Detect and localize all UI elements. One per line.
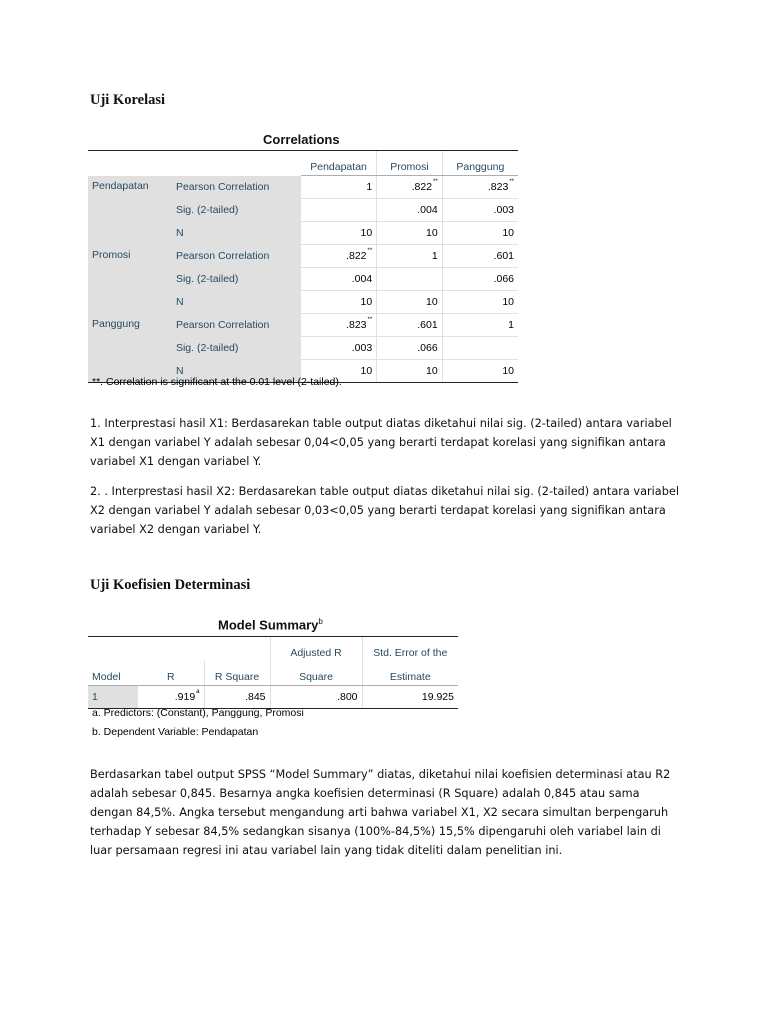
row-label: Pearson Correlation — [172, 314, 301, 337]
significance-marker: ** — [433, 179, 438, 185]
model-summary-note-a: a. Predictors: (Constant), Panggung, Promosi — [92, 707, 304, 719]
row-label: Sig. (2-tailed) — [172, 337, 301, 360]
table-cell: .601 — [442, 245, 518, 268]
row-label: N — [172, 222, 301, 245]
col-header: Model — [88, 661, 138, 686]
correlations-header-row — [88, 151, 518, 176]
model-summary-table-title: Model Summary$^b$ — [218, 617, 323, 633]
col-header: Square — [270, 661, 362, 686]
footnote-marker: a — [196, 689, 200, 695]
table-cell — [377, 268, 443, 291]
col-header: R Square — [204, 661, 270, 686]
row-label: N — [172, 291, 301, 314]
table-cell: 1 — [377, 245, 443, 268]
row-label: N — [172, 360, 301, 383]
title-footnote-marker: b — [318, 617, 323, 626]
table-cell: .004 — [301, 268, 377, 291]
table-cell: .800 — [270, 686, 362, 709]
model-summary-header-row-2 — [88, 661, 458, 686]
table-row — [88, 176, 518, 199]
col-header: Estimate — [362, 661, 458, 686]
col-header: Pendapatan — [301, 151, 377, 176]
correlations-footnote: **. Correlation is significant at the 0.01 level (2-tailed). — [92, 376, 342, 388]
row-label: Pearson Correlation — [172, 245, 301, 268]
table-cell: 10 — [442, 222, 518, 245]
table-cell: .822** — [301, 245, 377, 268]
table-cell: .066 — [442, 268, 518, 291]
table-cell: 10 — [377, 360, 443, 383]
correlations-table-title: Correlations — [263, 132, 340, 147]
significance-marker: ** — [509, 179, 514, 185]
table-cell: 10 — [442, 360, 518, 383]
row-group-label: Promosi — [88, 245, 172, 314]
table-cell: .066 — [377, 337, 443, 360]
paragraph-determination: Berdasarkan tabel output SPSS “Model Summary” diatas, diketahui nilai koefisien determinasi atau R2 adalah sebesar 0,845. Besarnya angka koefisien determinasi (R Square) adalah 0,845 atau sama dengan 84,5%. Angka tersebut mengandung arti bahwa variabel X1, X2 secara simultan berpengaruh terhadap Y sebesar 84,5% sedangkan sisanya (100%-84,5%) 15,5% dipengaruhi oleh variabel lain di luar persamaan regresi ini atau variabel lain yang tidak diteliti dalam penelitian ini. — [90, 768, 671, 857]
row-group-label: Panggung — [88, 314, 172, 383]
table-cell: 10 — [301, 222, 377, 245]
table-cell: 10 — [301, 360, 377, 383]
table-cell: .601 — [377, 314, 443, 337]
table-cell: 10 — [377, 222, 443, 245]
model-summary-header-row-1 — [88, 637, 458, 662]
table-cell — [442, 337, 518, 360]
col-header: R — [138, 661, 204, 686]
table-cell — [301, 199, 377, 222]
table-row — [88, 314, 518, 337]
section-heading-uji-korelasi: Uji Korelasi — [90, 92, 166, 108]
table-cell: .822** — [377, 176, 443, 199]
model-summary-table — [88, 636, 458, 709]
significance-marker: ** — [367, 248, 373, 254]
model-summary-note-b: b. Dependent Variable: Pendapatan — [92, 726, 259, 738]
paragraph-interpretation-x2: 2. . Interprestasi hasil X2: Berdasarekan table output diatas diketahui nilai sig. (2-tailed) antara variabel X2 dengan variabel Y adalah sebesar 0,03<0,05 yang berarti terdapat korelasi yang signifikan antara variabel X2 dengan variabel Y. — [90, 485, 679, 536]
table-cell: 10 — [301, 291, 377, 314]
row-label: Pearson Correlation — [172, 176, 301, 199]
table-cell: 1 — [301, 176, 377, 199]
section-heading-uji-koefisien-determinasi: Uji Koefisien Determinasi — [90, 577, 251, 593]
significance-marker: ** — [367, 317, 373, 323]
table-cell: 1 — [442, 314, 518, 337]
row-label: Sig. (2-tailed) — [172, 199, 301, 222]
table-cell: .004 — [377, 199, 443, 222]
col-header: Std. Error of the — [362, 637, 458, 662]
table-cell: 10 — [377, 291, 443, 314]
table-cell: .919$^a$ — [138, 686, 204, 709]
correlations-table — [88, 150, 518, 383]
table-cell: .003 — [301, 337, 377, 360]
table-row — [88, 245, 518, 268]
table-cell: .845 — [204, 686, 270, 709]
paragraph-interpretation-x1: 1. Interprestasi hasil X1: Berdasarekan table output diatas diketahui nilai sig. (2-tailed) antara variabel X1 dengan variabel Y adalah sebesar 0,04<0,05 yang berarti terdapat korelasi yang signifikan antara variabel X1 dengan variabel Y. — [90, 417, 672, 468]
table-cell: 10 — [442, 291, 518, 314]
col-header: Adjusted R — [270, 637, 362, 662]
table-cell: .823** — [442, 176, 518, 199]
col-header: Panggung — [442, 151, 518, 176]
row-group-label: Pendapatan — [88, 176, 172, 245]
table-cell: .003 — [442, 199, 518, 222]
col-header: Promosi — [377, 151, 443, 176]
table-cell: .823** — [301, 314, 377, 337]
row-label: Sig. (2-tailed) — [172, 268, 301, 291]
table-cell: 19.925 — [362, 686, 458, 709]
row-label: 1 — [88, 686, 138, 709]
table-row — [88, 686, 458, 709]
